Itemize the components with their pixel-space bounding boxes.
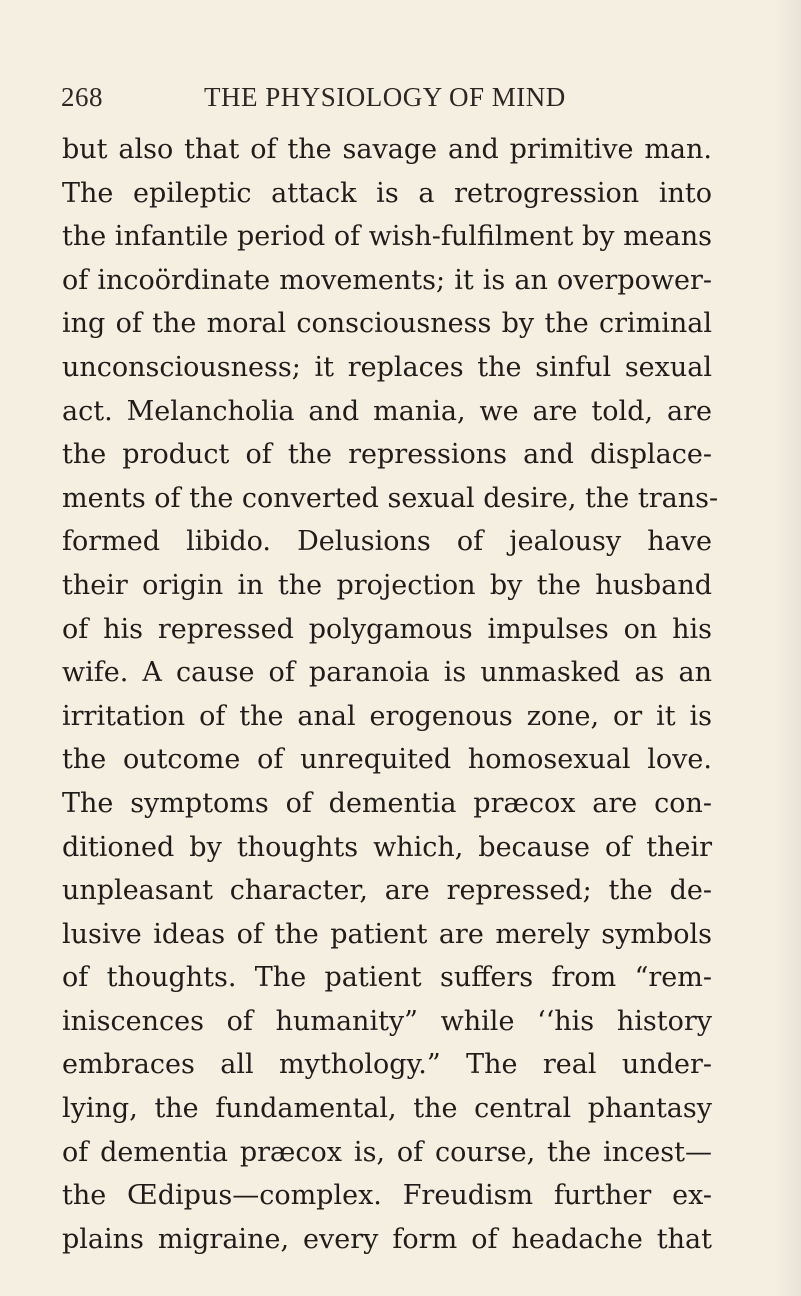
text-line: of dementia præcox is, of course, the incest— xyxy=(62,1136,712,1168)
running-title: THE PHYSIOLOGY OF MIND xyxy=(204,82,566,112)
text-line: ditioned by thoughts which, because of their xyxy=(62,831,712,863)
text-line: lusive ideas of the patient are merely symbols xyxy=(62,918,712,950)
text-line: ing of the moral consciousness by the criminal xyxy=(62,308,712,340)
text-line: ments of the converted sexual desire, the trans- xyxy=(62,482,719,514)
text-line: of thoughts. The patient suffers from “rem- xyxy=(62,962,712,994)
text-line: irritation of the anal erogenous zone, or it is xyxy=(62,700,712,732)
text-line: unconsciousness; it replaces the sinful sexual xyxy=(62,351,712,383)
text-line: the infantile period of wish-fulfilment by means xyxy=(62,221,712,253)
text-line: but also that of the savage and primitive man. xyxy=(62,134,712,165)
body-paragraph xyxy=(62,128,719,1261)
text-line: the outcome of unrequited homosexual love. xyxy=(62,744,712,776)
text-line: iniscences of humanity” while ‘‘his history xyxy=(62,1005,712,1037)
text-line: the Œdipus—complex. Freudism further ex- xyxy=(62,1180,712,1212)
text-line: The epileptic attack is a retrogression into xyxy=(62,177,712,209)
text-line: the product of the repressions and displace- xyxy=(62,439,712,471)
text-line: plains migraine, every form of headache that xyxy=(62,1223,712,1255)
text-line: of incoördinate movements; it is an overpower- xyxy=(62,264,712,296)
text-line: embraces all mythology.” The real under- xyxy=(62,1049,712,1081)
text-line: their origin in the projection by the husband xyxy=(62,569,712,601)
text-line: unpleasant character, are repressed; the de- xyxy=(62,875,712,907)
text-line: The symptoms of dementia præcox are con- xyxy=(62,787,712,819)
text-line: act. Melancholia and mania, we are told, are xyxy=(62,395,712,427)
text-line: formed libido. Delusions of jealousy have xyxy=(62,526,712,558)
text-line: wife. A cause of paranoia is unmasked as an xyxy=(62,657,712,689)
running-head xyxy=(61,80,571,114)
text-line: lying, the fundamental, the central phantasy xyxy=(62,1093,712,1125)
page-edge-shadow xyxy=(775,0,801,1296)
text-line: of his repressed polygamous impulses on his xyxy=(62,613,712,645)
page-number: 268 xyxy=(61,82,103,112)
